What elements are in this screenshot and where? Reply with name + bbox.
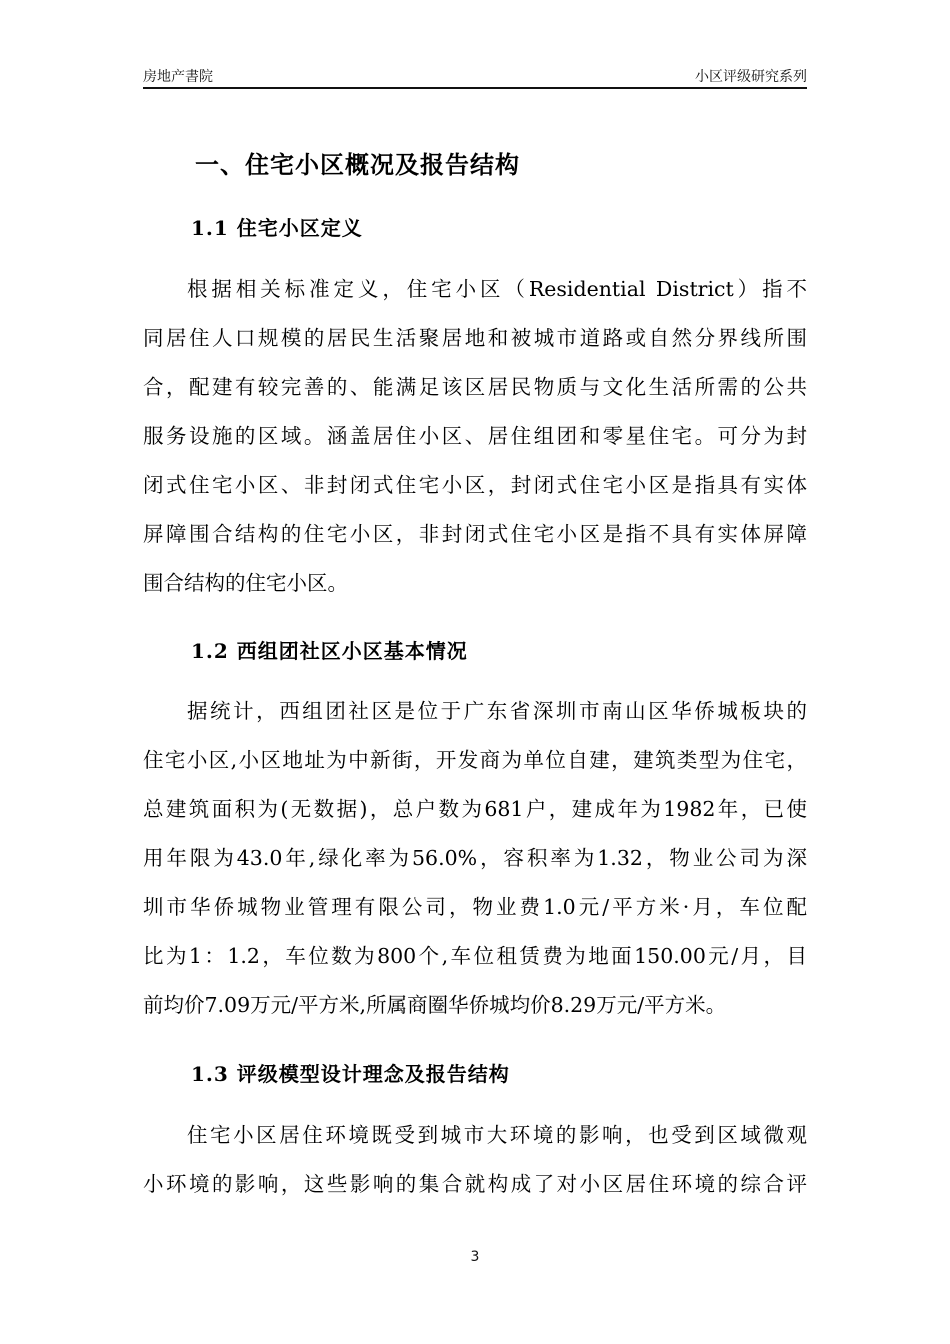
text-line: 围合结构的住宅小区。 [143, 571, 348, 595]
text-line: 合，配建有较完善的、能满足该区居民物质与文化生活所需的公共 [143, 375, 807, 399]
text-line: 根据相关标准定义，住宅小区（Residential District）指不 [187, 277, 807, 301]
text-line: 比为1：1.2，车位数为800个,车位租赁费为地面150.00元/月，目 [143, 944, 807, 968]
section-1-1-paragraph [143, 265, 807, 608]
chapter-title: 一、住宅小区概况及报告结构 [195, 150, 520, 179]
text-line: 同居住人口规模的居民生活聚居地和被城市道路或自然分界线所围 [143, 326, 807, 350]
text-line: 住宅小区居住环境既受到城市大环境的影响，也受到区域微观 [187, 1123, 807, 1147]
text-line: 屏障围合结构的住宅小区，非封闭式住宅小区是指不具有实体屏障 [143, 522, 807, 546]
text-line: 住宅小区,小区地址为中新街，开发商为单位自建，建筑类型为住宅， [143, 748, 807, 772]
page-header [143, 66, 807, 88]
text-line: 总建筑面积为(无数据)，总户数为681户，建成年为1982年，已使 [143, 797, 807, 821]
text-line: 闭式住宅小区、非封闭式住宅小区，封闭式住宅小区是指具有实体 [143, 473, 807, 497]
text-line: 圳市华侨城物业管理有限公司，物业费1.0元/平方米·月，车位配 [143, 895, 807, 919]
page-number: 3 [470, 1249, 480, 1265]
section-1-2-paragraph [143, 687, 807, 1030]
section-title-1-1: 1.1 住宅小区定义 [191, 216, 363, 240]
text-line: 用年限为43.0年,绿化率为56.0%，容积率为1.32，物业公司为深 [143, 846, 807, 870]
text-line: 服务设施的区域。涵盖居住小区、居住组团和零星住宅。可分为封 [143, 424, 807, 448]
text-line: 据统计，西组团社区是位于广东省深圳市南山区华侨城板块的 [187, 699, 807, 723]
section-title-1-2: 1.2 西组团社区小区基本情况 [191, 639, 468, 663]
text-line: 前均价7.09万元/平方米,所属商圈华侨城均价8.29万元/平方米。 [143, 993, 727, 1017]
section-title-1-3: 1.3 评级模型设计理念及报告结构 [191, 1062, 510, 1086]
header-series-title: 小区评级研究系列 [695, 69, 807, 85]
header-publisher: 房地产書院 [143, 69, 213, 85]
section-1-3-paragraph [143, 1111, 807, 1209]
header-rule [143, 87, 807, 89]
text-line: 小环境的影响，这些影响的集合就构成了对小区居住环境的综合评 [143, 1172, 807, 1196]
